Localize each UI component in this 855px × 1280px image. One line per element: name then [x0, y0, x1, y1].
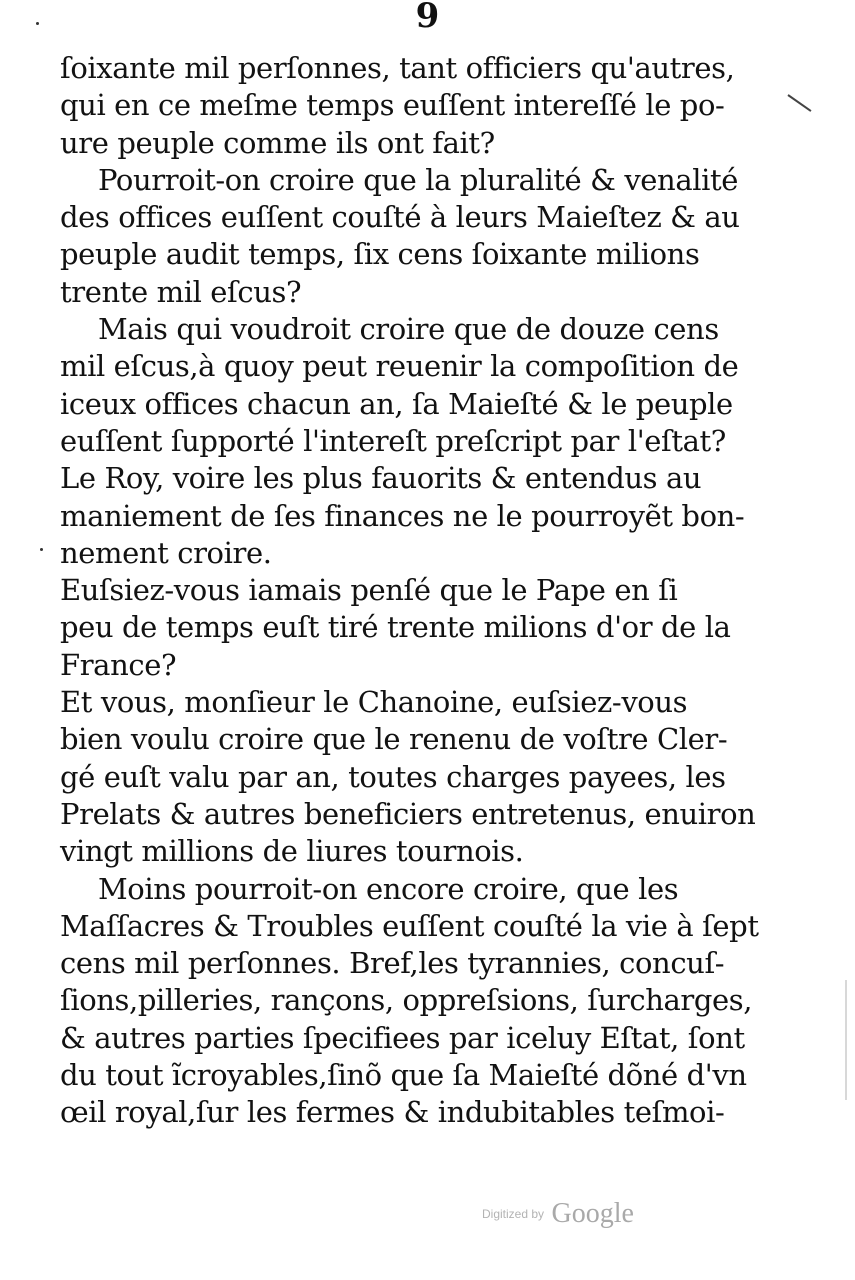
text-line: ure peuple comme ils ont fait?	[60, 125, 495, 160]
page-number: 9	[415, 0, 440, 36]
text-line: gé euſt valu par an, toutes charges payees, les	[60, 759, 726, 794]
text-line: vingt millions de liures tournois.	[60, 834, 524, 869]
text-line: Le Roy, voire les plus fauorits & entendus au	[60, 461, 702, 496]
ink-speck	[36, 22, 39, 25]
text-line: maniement de ſes finances ne le pourroyẽt bon-	[60, 498, 745, 533]
text-line: & autres parties ſpecifiees par iceluy Eſtat, ſont	[60, 1020, 745, 1055]
text-line: Euſsiez-vous iamais penſé que le Pape en ſi	[60, 573, 678, 608]
text-line: œil royal,ſur les fermes & indubitables teſmoi-	[60, 1095, 725, 1130]
text-line: qui en ce meſme temps euſſent intereſſé le po-	[60, 88, 725, 123]
digitized-watermark	[482, 1198, 634, 1230]
body-text	[48, 50, 768, 1132]
text-line: mil eſcus,à quoy peut reuenir la compoſition de	[60, 349, 739, 384]
text-line: peuple audit temps, ſix cens ſoixante milions	[60, 237, 700, 272]
text-line: des offices euſſent couſté à leurs Maieſtez & au	[60, 200, 740, 235]
text-line: du tout ĩcroyables,ſinõ que ſa Maieſté dõné d'vn	[60, 1058, 747, 1093]
text-line: cens mil perſonnes. Bref,les tyrannies, concuſ-	[60, 946, 725, 981]
watermark-prefix: Digitized by	[482, 1207, 545, 1221]
text-line: trente mil eſcus?	[60, 274, 302, 309]
page-edge-shadow	[845, 980, 847, 1100]
text-line: Moins pourroit-on encore croire, que les	[98, 871, 679, 906]
margin-ink-mark	[787, 94, 811, 112]
text-line: nement croire.	[60, 535, 272, 570]
ink-speck	[40, 548, 43, 551]
text-line: Pourroit-on croire que la pluralité & venalité	[98, 162, 738, 197]
text-line: ſoixante mil perſonnes, tant officiers qu'autres,	[60, 51, 735, 85]
text-line: Prelats & autres beneficiers entretenus, enuiron	[60, 796, 756, 831]
google-logo: Google	[551, 1198, 634, 1229]
text-line: ſions,pilleries, rançons, oppreſsions, ſurcharges,	[60, 983, 753, 1018]
text-line: Mais qui voudroit croire que de douze cens	[98, 312, 719, 347]
text-line: euſſent ſupporté l'intereſt preſcript par l'eſtat?	[60, 423, 726, 458]
text-line: Maſſacres & Troubles euſſent couſté la vie à ſept	[60, 908, 759, 943]
text-line: peu de temps euſt tiré trente milions d'or de la	[60, 610, 731, 645]
text-line: Et vous, monſieur le Chanoine, euſsiez-vous	[60, 685, 688, 720]
text-line: bien voulu croire que le renenu de voſtre Cler-	[60, 722, 728, 757]
text-line: iceux offices chacun an, ſa Maieſté & le peuple	[60, 386, 733, 421]
text-line: France?	[60, 647, 177, 682]
